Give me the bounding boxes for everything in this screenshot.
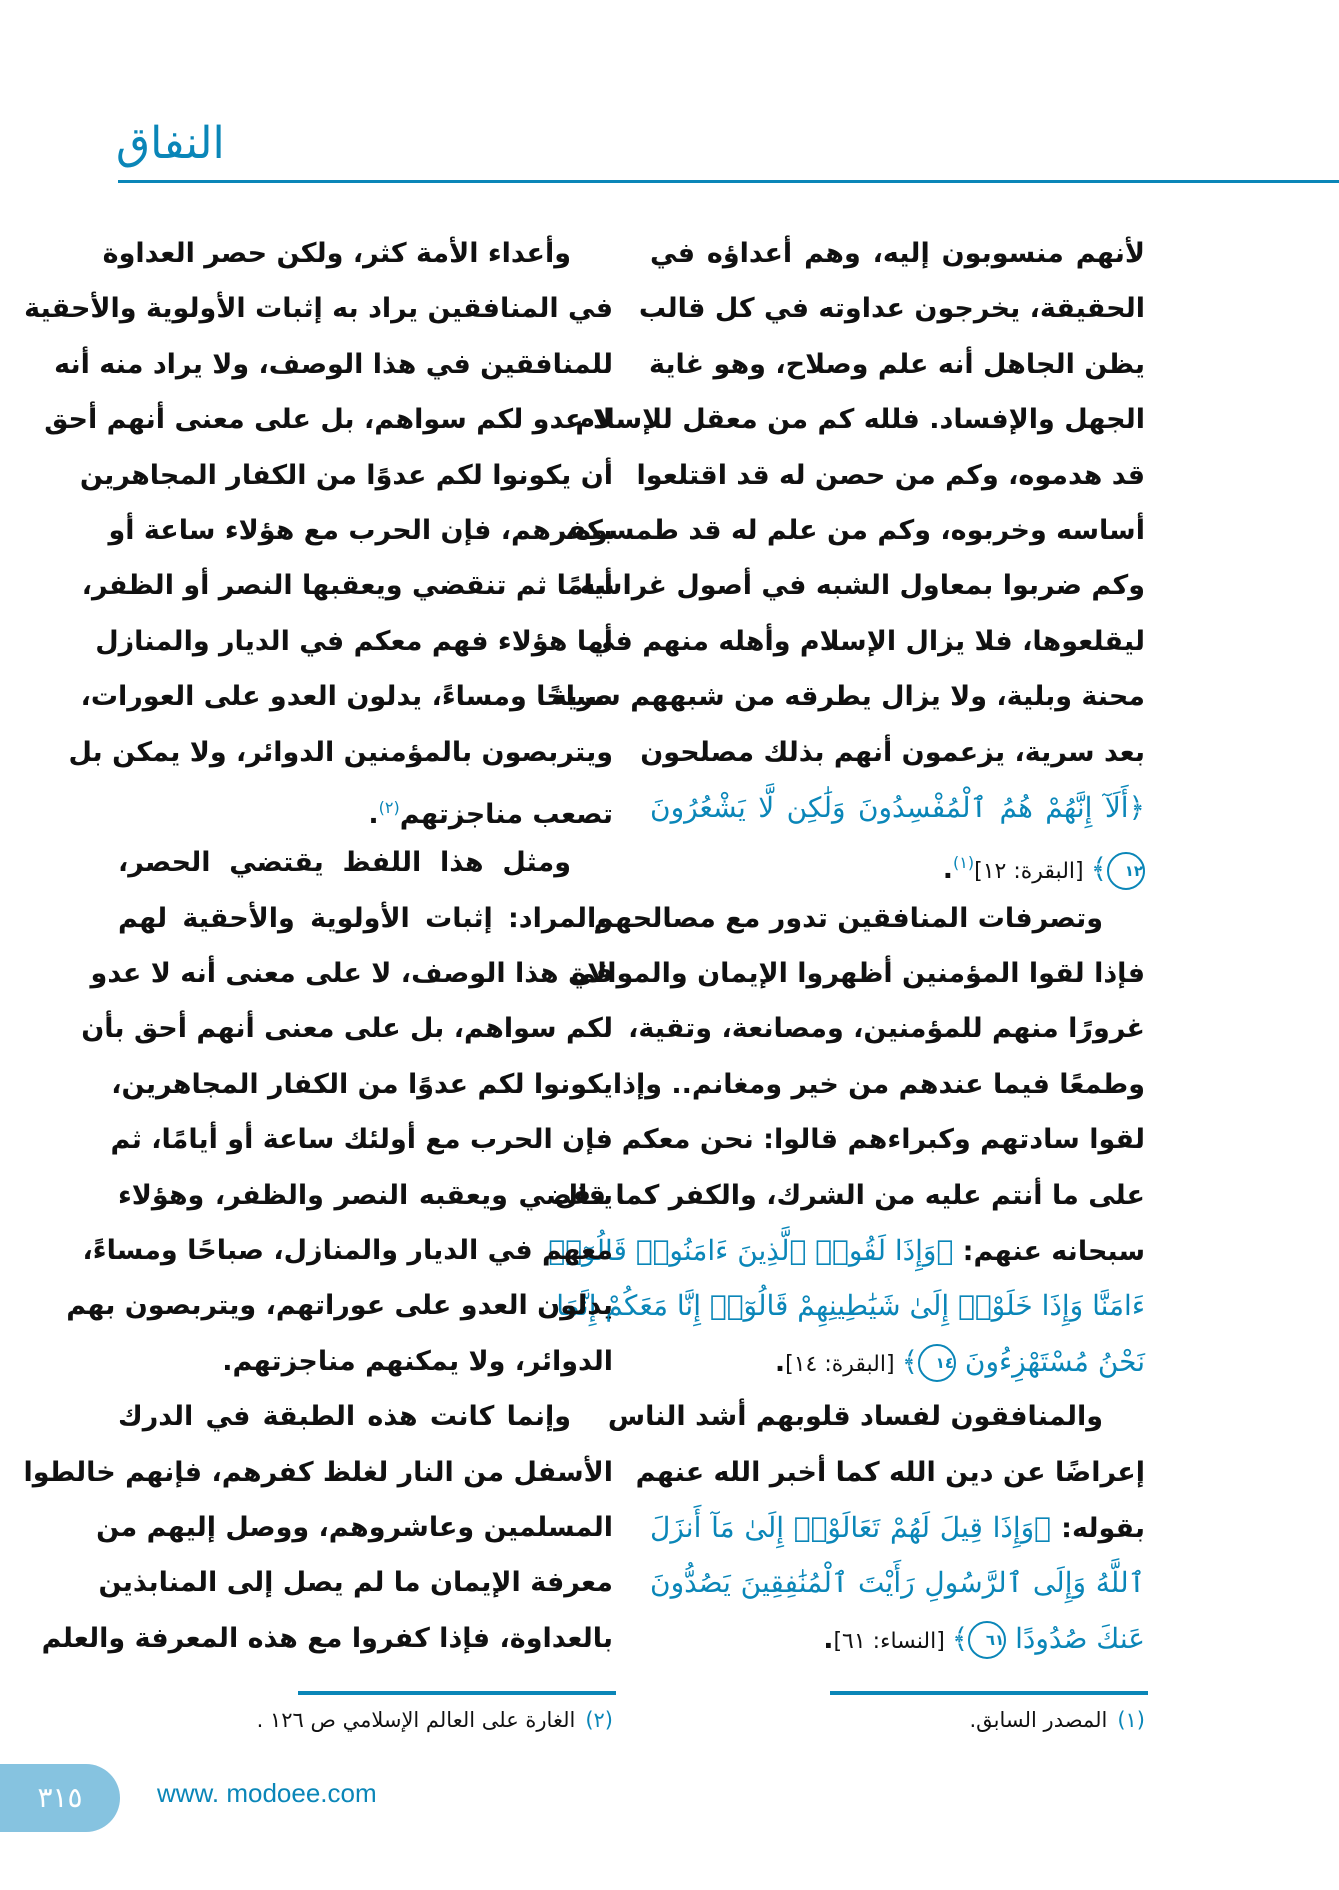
text-line bbox=[54, 337, 613, 392]
text-line bbox=[90, 946, 613, 1001]
footnote-marker: (٢) bbox=[378, 797, 400, 817]
text-line bbox=[118, 1389, 613, 1444]
text-segment: ليقلعوها، فلا يزال الإسلام وأهله منهم في bbox=[587, 625, 1145, 657]
text-segment: وتصرفات المنافقين تدور مع مصالحهم bbox=[593, 902, 1103, 934]
text-line bbox=[579, 558, 1145, 613]
text-line bbox=[635, 1445, 1145, 1500]
text-line bbox=[23, 1445, 613, 1500]
text-line bbox=[554, 1168, 1145, 1223]
text-line bbox=[95, 614, 613, 669]
text-segment: معرفة الإيمان ما لم يصل إلى المنابذين bbox=[98, 1567, 613, 1599]
text-segment: فإذا لقوا المؤمنين أظهروا الإيمان والموالاة bbox=[571, 958, 1145, 990]
verse-reference: [البقرة: ١٢] bbox=[974, 859, 1091, 885]
text-line bbox=[650, 780, 1145, 835]
footnote-marker: (١) bbox=[953, 853, 975, 873]
text-segment: بالعداوة، فإذا كفروا مع هذه المعرفة والعلم bbox=[41, 1622, 613, 1654]
text-line bbox=[571, 946, 1145, 1001]
text-line bbox=[650, 1555, 1145, 1610]
text-segment: لكم سواهم، بل على معنى أنهم أحق بأن bbox=[81, 1013, 613, 1045]
right-column bbox=[548, 226, 1145, 1666]
text-segment: يدلون العدو على عوراتهم، ويتربصون بهم bbox=[66, 1290, 613, 1322]
text-line bbox=[593, 891, 1145, 946]
text-line bbox=[575, 392, 1145, 447]
quran-verse: ﴿وَإِذَا لَقُوا۟ ٱلَّذِينَ ءَامَنُوا۟ قَالُوٓا۟ bbox=[548, 1234, 954, 1268]
footnote-divider-left bbox=[298, 1691, 616, 1695]
text-segment: قد هدموه، وكم من حصن له قد اقتلعوا bbox=[636, 459, 1145, 491]
quran-verse: عَنكَ صُدُودًا bbox=[1006, 1621, 1145, 1655]
text-segment: على ما أنتم عليه من الشرك، والكفر كما قال bbox=[554, 1179, 1145, 1211]
quran-verse: ءَامَنَّا وَإِذَا خَلَوْا۟ إِلَىٰ شَيَٰطِينِهِمْ قَالُوٓا۟ إِنَّا مَعَكُمْ إِنَّمَا bbox=[556, 1289, 1145, 1323]
text-segment: محنة وبلية، ولا يزال يطرقه من شبههم سرية bbox=[550, 681, 1145, 713]
text-line bbox=[96, 1500, 613, 1555]
text-segment: فإن الحرب مع أولئك ساعة أو أيامًا، ثم bbox=[110, 1124, 613, 1156]
text-line bbox=[66, 1278, 613, 1333]
text-line bbox=[556, 1278, 1145, 1333]
text-line bbox=[44, 392, 613, 447]
verse-reference: [النساء: ٦١] bbox=[833, 1628, 952, 1654]
text-segment: غرورًا منهم للمؤمنين، ومصانعة، وتقية، bbox=[628, 1013, 1145, 1045]
quran-verse: ﴾ bbox=[1090, 852, 1107, 886]
quran-verse: ﴿أَلَآ إِنَّهُمْ هُمُ ٱلْمُفْسِدُونَ وَلَٰكِن لَّا يَشْعُرُونَ bbox=[650, 790, 1145, 824]
text-segment: يكونوا لكم عدوًا من الكفار المجاهرين، bbox=[111, 1068, 613, 1100]
text-line bbox=[650, 337, 1145, 392]
text-line bbox=[118, 835, 613, 890]
text-segment: الجهل والإفساد. فلله كم من معقل للإسلام bbox=[575, 404, 1145, 436]
text-segment: يظن الجاهل أنه علم وصلاح، وهو غاية bbox=[649, 348, 1145, 380]
text-segment: لأنهم منسوبون إليه، وهم أعداؤه في bbox=[650, 238, 1145, 269]
footnote-text: المصدر السابق. bbox=[969, 1708, 1108, 1732]
text-segment: أيامًا ثم تنقضي ويعقبها النصر أو الظفر، bbox=[81, 570, 613, 602]
text-line bbox=[636, 448, 1145, 503]
ayah-number-icon: ١٤ bbox=[918, 1344, 956, 1382]
website-link[interactable]: www. modoee.com bbox=[157, 1778, 377, 1808]
text-line bbox=[638, 281, 1145, 336]
text-line bbox=[550, 669, 1145, 724]
text-line bbox=[612, 1057, 1145, 1112]
text-segment: معهم في الديار والمنازل، صباحًا ومساءً، bbox=[82, 1235, 613, 1267]
text-line bbox=[98, 1555, 613, 1610]
ayah-number-icon: ١٢ bbox=[1107, 852, 1145, 890]
text-line bbox=[607, 1389, 1145, 1444]
footnote-2 bbox=[257, 1708, 613, 1732]
text-line bbox=[81, 558, 613, 613]
text-line bbox=[118, 1168, 613, 1223]
quran-verse: نَحْنُ مُسْتَهْزِءُونَ bbox=[955, 1344, 1145, 1378]
text-segment: . bbox=[942, 854, 954, 886]
text-line bbox=[118, 891, 613, 946]
text-segment: بعد سرية، يزعمون أنهم بذلك مصلحون bbox=[640, 736, 1145, 768]
text-segment: المسلمين وعاشروهم، ووصل إليهم من bbox=[96, 1511, 613, 1543]
footnote-text: الغارة على العالم الإسلامي ص ١٢٦ . bbox=[256, 1708, 576, 1732]
left-column bbox=[23, 226, 613, 1666]
text-line bbox=[118, 780, 613, 835]
text-line bbox=[640, 725, 1145, 780]
verse-reference: [البقرة: ١٤] bbox=[785, 1351, 902, 1377]
text-segment: الدوائر، ولا يمكنهم مناجزتهم. bbox=[222, 1345, 613, 1377]
text-segment: في المنافقين يراد به إثبات الأولوية والأحقية bbox=[24, 293, 613, 325]
text-segment: . bbox=[774, 1346, 786, 1378]
quran-verse: ﴿وَإِذَا قِيلَ لَهُمْ تَعَالَوْا۟ إِلَىٰ مَآ أَنزَلَ bbox=[650, 1510, 1051, 1544]
text-segment: لا عدو لكم سواهم، بل على معنى أنهم أحق bbox=[44, 404, 613, 436]
quran-verse: ﴾ bbox=[951, 1621, 969, 1655]
ayah-number-icon: ٦١ bbox=[968, 1621, 1006, 1659]
quran-verse: ﴾ bbox=[901, 1344, 918, 1378]
text-segment: بكفرهم، فإن الحرب مع هؤلاء ساعة أو bbox=[108, 514, 613, 546]
text-line bbox=[108, 503, 613, 558]
text-line bbox=[650, 835, 1145, 890]
text-segment: بقوله: bbox=[1050, 1512, 1145, 1544]
text-line bbox=[41, 1611, 613, 1666]
text-line bbox=[650, 226, 1145, 281]
text-line bbox=[628, 1001, 1145, 1056]
header-divider bbox=[118, 180, 1339, 183]
text-line bbox=[110, 1112, 613, 1167]
text-line bbox=[621, 1112, 1145, 1167]
text-line bbox=[650, 1611, 1145, 1666]
page-number-badge: ٣١٥ bbox=[0, 1764, 120, 1832]
quran-verse: ٱللَّهُ وَإِلَى ٱلرَّسُولِ رَأَيْتَ ٱلْمُنَٰفِقِينَ يَصُدُّونَ bbox=[650, 1566, 1145, 1600]
text-segment: أن يكونوا لكم عدوًا من الكفار المجاهرين bbox=[79, 459, 613, 491]
text-segment: وإنما كانت هذه الطبقة في الدرك bbox=[118, 1401, 571, 1433]
text-line bbox=[102, 226, 613, 281]
text-line bbox=[81, 1001, 613, 1056]
text-segment: وطمعًا فيما عندهم من خير ومغانم.. وإذا bbox=[612, 1068, 1145, 1100]
text-segment: والمراد: إثبات الأولوية والأحقية لهم bbox=[118, 902, 613, 934]
text-segment: سبحانه عنهم: bbox=[953, 1236, 1145, 1268]
text-segment: أما هؤلاء فهم معكم في الديار والمنازل bbox=[95, 625, 613, 657]
text-segment: . bbox=[368, 798, 379, 830]
text-line bbox=[564, 503, 1145, 558]
text-segment: أساسه وخربوه، وكم من علم له قد طمسوه، bbox=[564, 514, 1145, 546]
footnote-divider-right bbox=[830, 1691, 1148, 1695]
text-segment: الحقيقة، يخرجون عداوته في كل قالب bbox=[638, 293, 1145, 325]
text-segment: ينقضي ويعقبه النصر والظفر، وهؤلاء bbox=[118, 1179, 613, 1211]
text-segment: لقوا سادتهم وكبراءهم قالوا: نحن معكم bbox=[621, 1124, 1145, 1156]
text-segment: تصعب مناجزتهم bbox=[399, 798, 613, 830]
text-line bbox=[650, 1334, 1145, 1389]
text-segment: للمنافقين في هذا الوصف، ولا يراد منه أنه bbox=[54, 348, 613, 380]
text-line bbox=[587, 614, 1145, 669]
text-segment: في هذا الوصف، لا على معنى أنه لا عدو bbox=[90, 958, 613, 990]
text-line bbox=[79, 448, 613, 503]
text-line bbox=[111, 1057, 613, 1112]
text-segment: ومثل هذا اللفظ يقتضي الحصر، bbox=[118, 847, 571, 879]
text-segment: . bbox=[823, 1623, 834, 1655]
text-segment: والمنافقون لفساد قلوبهم أشد الناس bbox=[607, 1401, 1103, 1433]
text-line bbox=[82, 1223, 613, 1278]
text-segment: ويتربصون بالمؤمنين الدوائر، ولا يمكن بل bbox=[68, 736, 613, 768]
text-segment: إعراضًا عن دين الله كما أخبر الله عنهم bbox=[635, 1456, 1145, 1488]
text-line bbox=[650, 1500, 1145, 1555]
text-line bbox=[118, 1334, 613, 1389]
text-line bbox=[24, 281, 613, 336]
footnote-number: (١) bbox=[1117, 1708, 1145, 1732]
text-segment: وكم ضربوا بمعاول الشبه في أصول غراسه bbox=[579, 570, 1145, 602]
footnote-number: (٢) bbox=[585, 1708, 613, 1732]
text-line bbox=[68, 725, 613, 780]
text-segment: وأعداء الأمة كثر، ولكن حصر العداوة bbox=[102, 238, 571, 269]
text-segment: صباحًا ومساءً، يدلون العدو على العورات، bbox=[80, 681, 613, 713]
footnote-1 bbox=[969, 1708, 1145, 1732]
text-line bbox=[80, 669, 613, 724]
chapter-title: النفاق bbox=[116, 118, 225, 169]
text-line bbox=[548, 1223, 1145, 1278]
text-segment: الأسفل من النار لغلظ كفرهم، فإنهم خالطوا bbox=[23, 1456, 613, 1488]
